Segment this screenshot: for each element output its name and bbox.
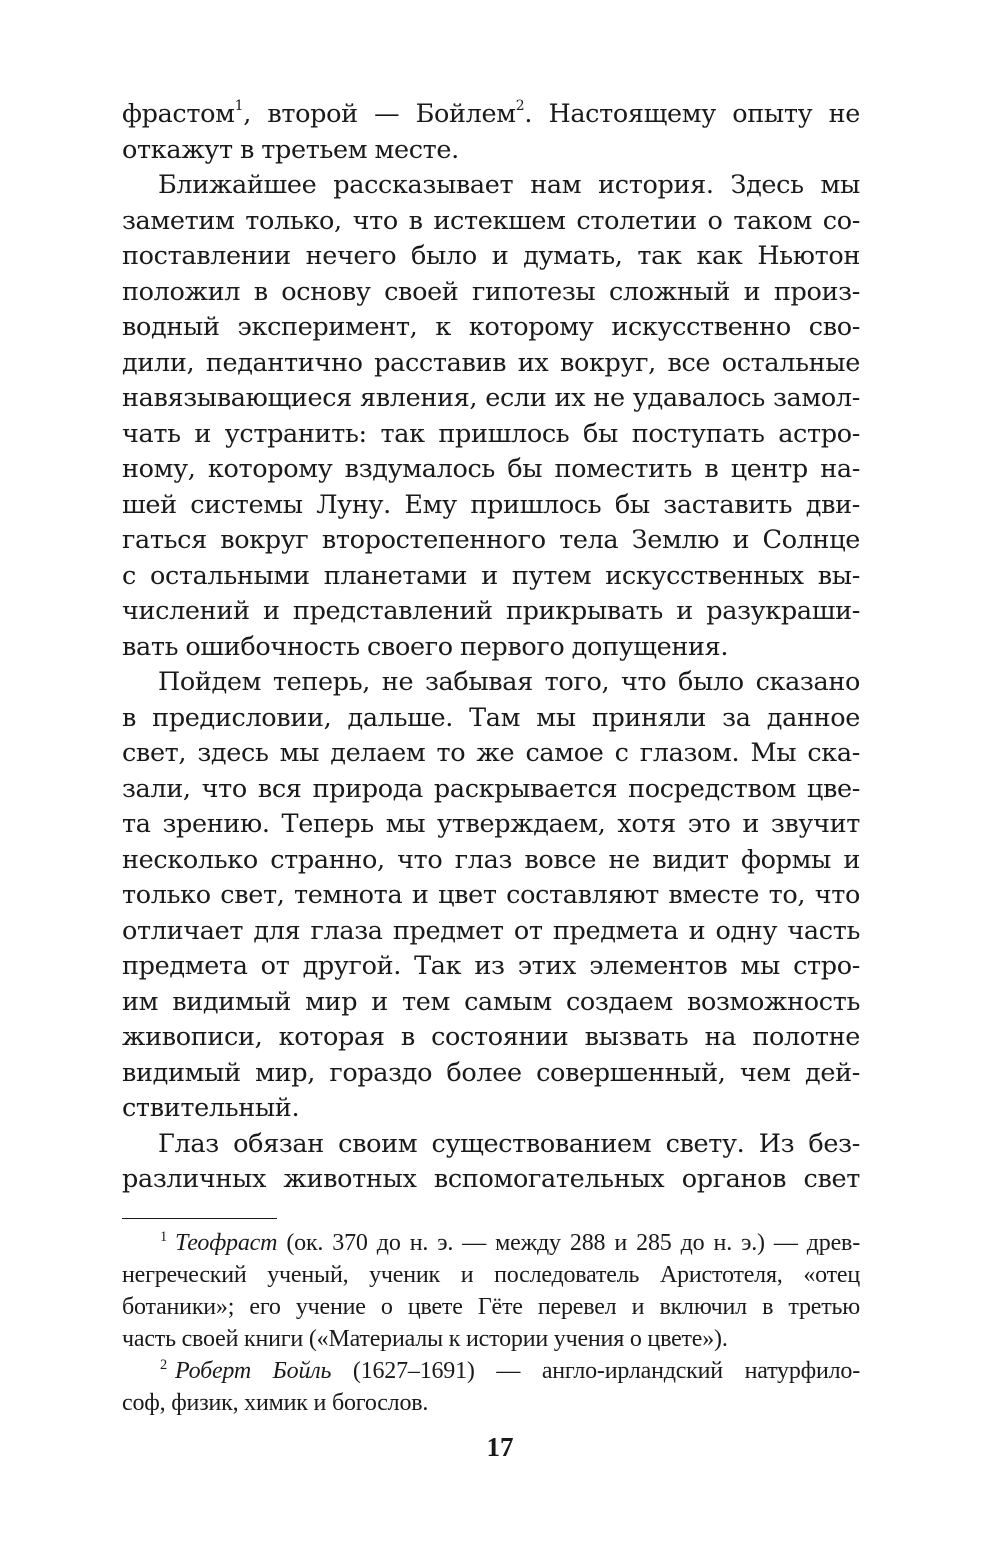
- text-line: положил в основу своей гипотезы сложный и произ-: [122, 276, 860, 307]
- footnote-ref-1: 1: [234, 98, 244, 115]
- footnote-line: негреческий ученый, ученик и последователь Аристотеля, «отец: [122, 1262, 860, 1288]
- text-line: вать ошибочность своего первого допущения.: [122, 631, 729, 662]
- footnote-2: $^2$ Роберт Бойль (1627–1691) — англо-ирландский натурфило-: [160, 1357, 860, 1384]
- footnote-1: $^1$ Теофраст (ок. 370 до н. э. — между 288 и 285 до н. э.) — древ-: [160, 1229, 860, 1256]
- text-line: ствительный.: [122, 1093, 300, 1123]
- text-line: гаться вокруг второстепенного тела Землю и Солнце: [122, 525, 860, 555]
- footnote-number: 2: [160, 1357, 167, 1373]
- paragraph-start-line: Пойдем теперь, не забывая того, что было сказано: [158, 667, 860, 697]
- footnote-line: часть своей книги («Материалы к истории учения о цвете»).: [122, 1326, 728, 1352]
- text-line: предмета от другой. Так из этих элементов мы стро-: [122, 951, 860, 981]
- paragraph-start-line: Глаз обязан своим существованием свету. Из без-: [158, 1128, 860, 1159]
- footnote-name: Теофраст: [175, 1230, 278, 1256]
- text-line: дили, педантично расставив их вокруг, все остальные: [122, 347, 860, 378]
- text-line: заметим только, что в истекшем столетии о таком со-: [122, 205, 860, 236]
- text-line: с остальными планетами и путем искусственных вы-: [122, 560, 860, 591]
- text-line: свет, здесь мы делаем то же самое с глазом. Мы ска-: [122, 738, 860, 768]
- text-line: навязывающиеся явления, если их не удавалось замол-: [122, 383, 860, 413]
- footnote-separator: [122, 1218, 277, 1219]
- text-line: водный эксперимент, к которому искусственно сво-: [122, 312, 860, 342]
- footnote-number: 1: [160, 1229, 167, 1245]
- footnotes: [122, 1227, 860, 1419]
- text-line: живописи, которая в состоянии вызвать на полотне: [122, 1022, 860, 1052]
- text-line: несколько странно, что глаз вовсе не видит формы и: [122, 844, 860, 875]
- page-number: 17: [486, 1432, 514, 1462]
- text-line: откажут в третьем месте.: [122, 134, 459, 165]
- text-line: им видимый мир и тем самым создаем возможность: [122, 986, 860, 1017]
- text-line: в предисловии, дальше. Там мы приняли за данное: [122, 702, 860, 733]
- text-line: ному, которому вздумалось бы поместить в центр на-: [122, 454, 860, 484]
- text-line: чать и устранить: так пришлось бы поступать астро-: [122, 418, 860, 449]
- text-line: зали, что вся природа раскрывается посредством цве-: [122, 773, 860, 804]
- paragraph-start-line: Ближайшее рассказывает нам история. Здесь мы: [158, 170, 860, 200]
- text-line: различных животных вспомогательных органов свет: [122, 1164, 860, 1194]
- footnote-ref-2: 2: [515, 98, 525, 115]
- text-line: поставлении нечего было и думать, так как Ньютон: [122, 241, 860, 271]
- text-line: шей системы Луну. Ему пришлось бы заставить дви-: [122, 489, 860, 520]
- footnote-line: соф, физик, химик и богослов.: [122, 1390, 429, 1416]
- footnote-name: Роберт Бойль: [175, 1358, 332, 1384]
- footnote-line: ботаники»; его учение о цвете Гёте перевел и включил в третью: [122, 1294, 860, 1320]
- text-line: видимый мир, гораздо более совершенный, чем дей-: [122, 1057, 860, 1088]
- text-line: отличает для глаза предмет от предмета и одну часть: [122, 915, 860, 946]
- text-line: только свет, темнота и цвет составляют вместе то, что: [122, 880, 860, 910]
- main-text: [122, 97, 860, 1198]
- text-line: фрастом$^1$, второй — Бойлем$^2$. Настоящему опыту не: [122, 98, 860, 129]
- text-line: та зрению. Теперь мы утверждаем, хотя это и звучит: [122, 809, 860, 839]
- text-line: числений и представлений прикрывать и разукраши-: [122, 596, 860, 626]
